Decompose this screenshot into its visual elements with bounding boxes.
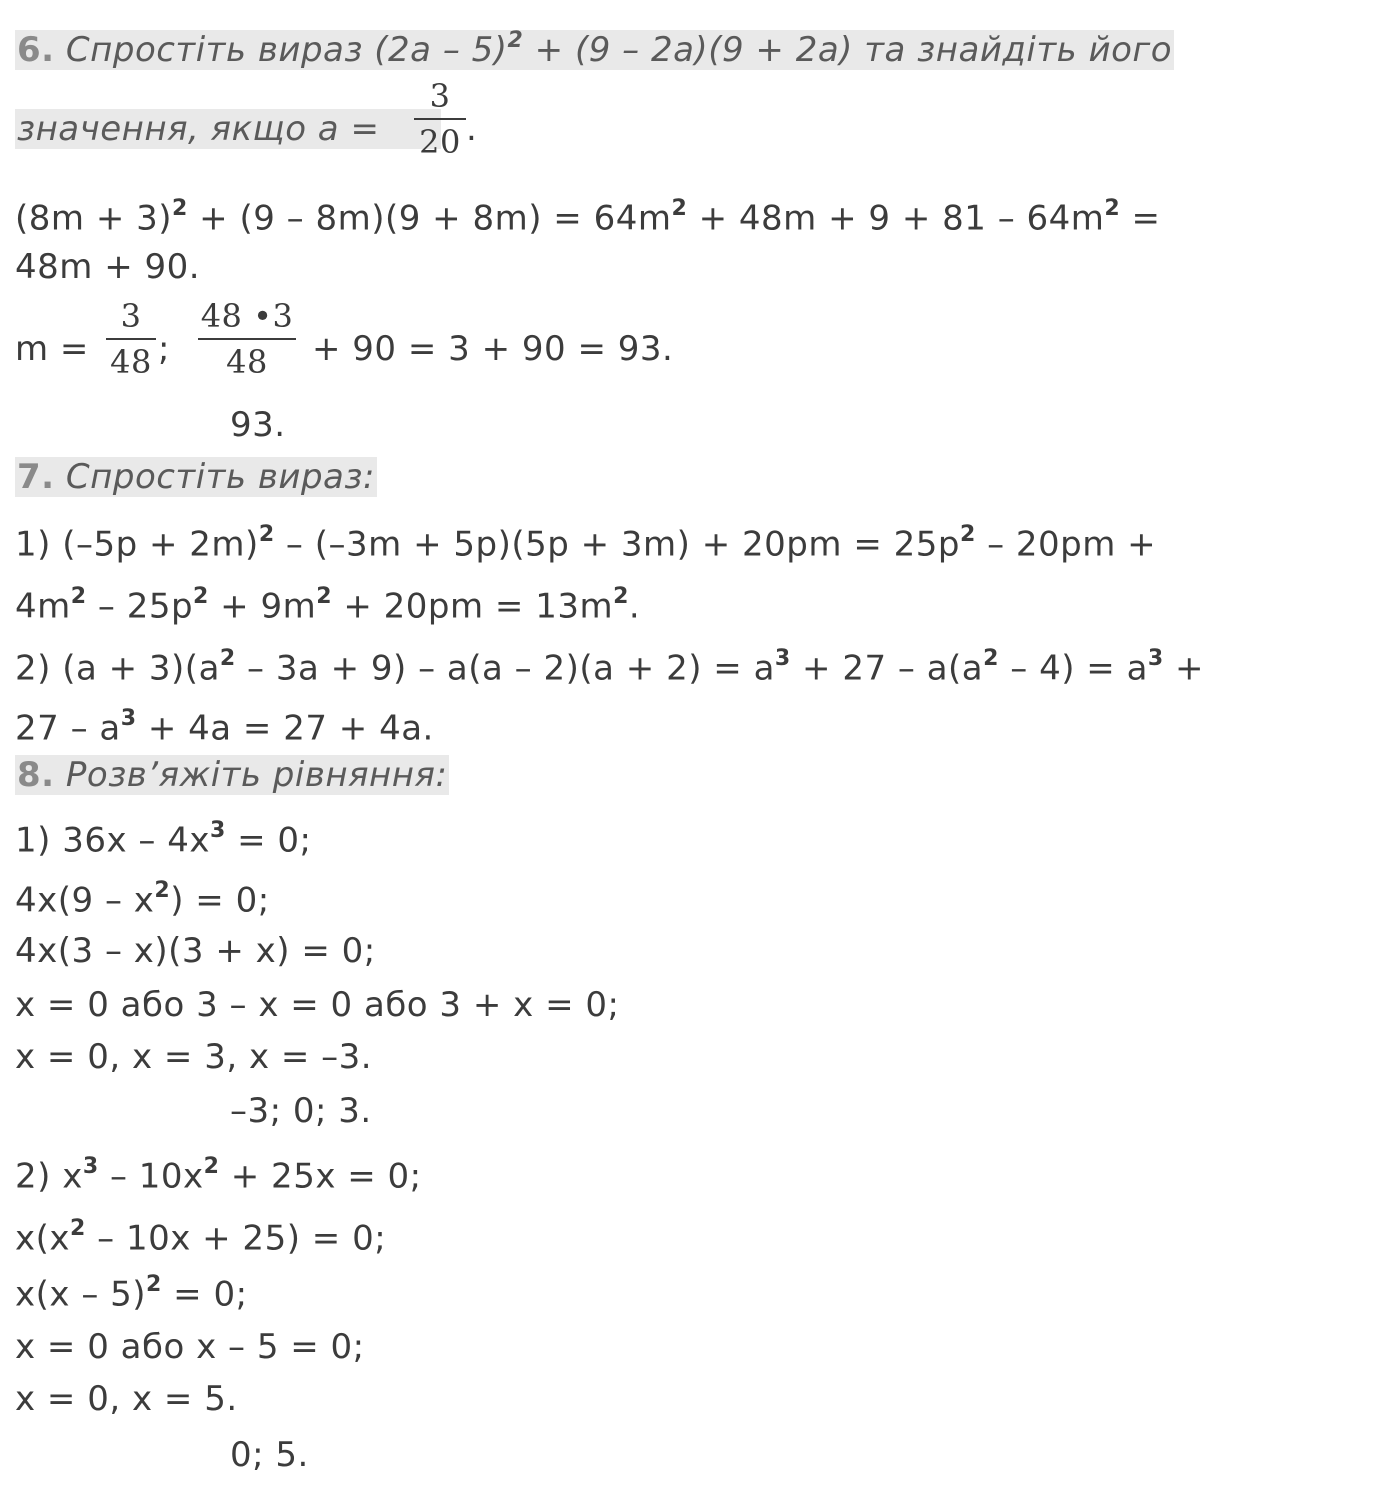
task8-number: 8. <box>17 755 55 795</box>
task8-header: 8. Розв’яжіть рівняння: <box>17 755 448 795</box>
task7-statement <box>15 456 377 498</box>
exponent: 2 <box>316 584 333 609</box>
task8-line: x = 0 або 3 – x = 0 або 3 + x = 0; <box>15 985 620 1025</box>
task8-line: x = 0, x = 3, x = –3. <box>15 1037 373 1077</box>
task8-line: 1) $36x - 4x^3 = 0$; <box>15 818 312 861</box>
exponent: 3 <box>120 706 137 731</box>
exponent: 3 <box>774 646 791 671</box>
exponent: 3 <box>209 818 226 843</box>
exponent: 2 <box>70 584 87 609</box>
task7-part1-line2: $4m^2 - 25p^2 + 9m^2 + 20pm = 13m^2$. <box>15 584 641 627</box>
fraction-bar <box>414 118 466 120</box>
task6-statement-line1 <box>15 22 1174 71</box>
task8-line: x = 0 або x – 5 = 0; <box>15 1327 365 1367</box>
fraction-bar <box>198 338 296 340</box>
exponent: 2 <box>154 878 171 903</box>
exponent: 3 <box>1147 646 1164 671</box>
task6-m-label: m = <box>15 329 89 369</box>
task8-answer: 0; 5. <box>230 1435 309 1475</box>
task6-solution-line1: $(8m + 3)^2 + (9 - 8m)(9 + 8m) = 64m^2 + 48m + 9 + 81 - 64m^2$ = <box>15 196 1161 239</box>
exponent: 2 <box>959 522 976 547</box>
task7-part1-line1: 1) $(-5p + 2m)^2 - (-3m + 5p)(5p + 3m) + 20pm = 25p^2 - 20pm$ + <box>15 522 1157 565</box>
task6-m-sep: ; <box>158 329 170 369</box>
task6-frac-tail: . <box>466 109 478 149</box>
exponent: 2 <box>219 646 236 671</box>
task6-header: 6. Спростіть вираз (2a – 5)$^2$ + (9 – 2a)(9 + 2a) та знайдіть його <box>17 28 1173 71</box>
task8-line: x(x – 5)$^2$ = 0; <box>15 1272 248 1315</box>
task8-line: 4x(3 – x)(3 + x) = 0; <box>15 931 376 971</box>
task7-header: 7. Спростіть вираз: <box>17 457 375 497</box>
task6-answer: 93. <box>230 405 286 445</box>
task8-statement <box>15 754 449 796</box>
task7-part2-line2: $27 - a^3 + 4a = 27 + 4a$. <box>15 706 434 749</box>
task6-m-fraction: 3 48 <box>106 296 156 382</box>
task6-calc-fraction: 48 •3 48 <box>198 296 296 382</box>
exponent: 2 <box>172 196 188 221</box>
task7-number: 7. <box>17 457 55 497</box>
task6-a-fraction: 3 20 <box>414 76 466 162</box>
exponent: 3 <box>82 1154 99 1179</box>
exponent: 2 <box>146 1272 162 1297</box>
task8-line: $4x(9 - x^2) = 0$; <box>15 878 270 921</box>
exponent: 2 <box>203 1154 220 1179</box>
task6-number: 6. <box>17 30 55 71</box>
task8-answer: –3; 0; 3. <box>230 1091 372 1131</box>
exponent: 2 <box>983 646 999 671</box>
exponent: 2 <box>1104 196 1121 221</box>
task6-solution-line2: 48m + 90. <box>15 247 201 287</box>
exponent: 2 <box>671 196 688 221</box>
task8-line: 2) $x^3 - 10x^2 + 25x = 0$; <box>15 1154 422 1197</box>
task8-line: $x(x^2 - 10x + 25) = 0$; <box>15 1216 387 1259</box>
exponent: 2 <box>70 1216 86 1241</box>
task6-statement-line2: значення, якщо a = <box>15 108 441 150</box>
task7-part2-line1: 2) $(a + 3)(a^2 - 3a + 9) - a(a - 2)(a + 2) = a^3 + 27 - a(a^2 - 4) = a^3$ + <box>15 646 1205 689</box>
exponent: 2 <box>258 522 275 547</box>
task6-calc-rest: + 90 = 3 + 90 = 93. <box>312 329 674 369</box>
task8-line: x = 0, x = 5. <box>15 1379 238 1419</box>
exponent: 2 <box>193 584 209 609</box>
exponent: 2 <box>613 584 629 609</box>
fraction-bar <box>106 338 156 340</box>
